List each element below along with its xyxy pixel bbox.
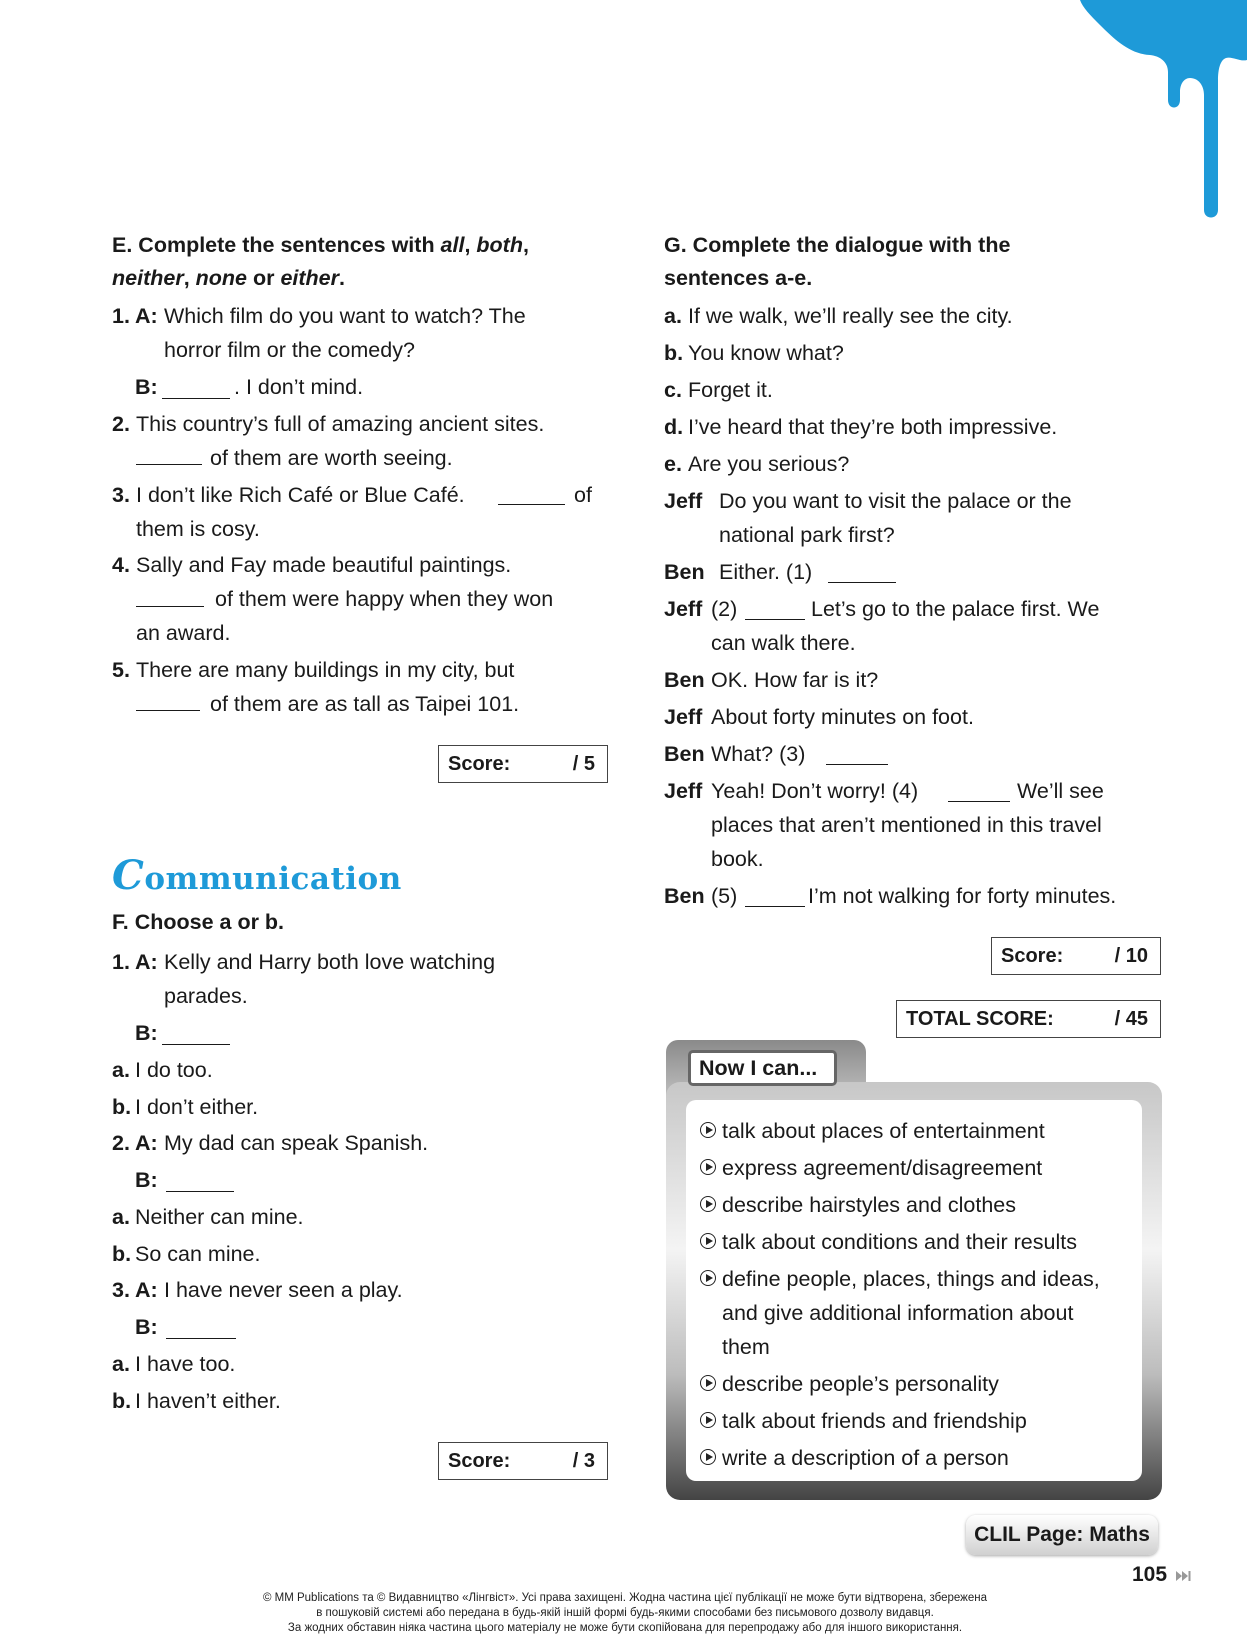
question-text: an award.	[136, 621, 231, 645]
speaker-b-label: B:	[135, 1315, 158, 1339]
question-text: . I don’t mind.	[234, 375, 364, 399]
question-number: 3.	[112, 483, 130, 507]
clil-page-button[interactable]: CLIL Page: Maths	[966, 1515, 1158, 1555]
option-text[interactable]: I have too.	[135, 1352, 236, 1376]
paint-drip-decoration	[1080, 0, 1247, 230]
question-number: 1.	[112, 304, 130, 328]
speaker-b-label: B:	[135, 375, 158, 399]
dialogue-line: What? (3)	[711, 742, 806, 766]
dialogue-line: (2)	[711, 597, 738, 621]
question-number: 3.	[112, 1278, 130, 1302]
question-text: of	[574, 483, 592, 507]
dialogue-speaker: Jeff	[664, 597, 703, 621]
question-text: Kelly and Harry both love watching	[164, 950, 496, 974]
page-number: 105	[1132, 1563, 1168, 1586]
answer-blank[interactable]	[498, 484, 565, 505]
play-bullet-icon	[700, 1196, 716, 1212]
option-label: a.	[112, 1205, 130, 1229]
dialogue-speaker: Jeff	[664, 705, 703, 729]
option-label: d.	[664, 415, 684, 439]
question-number: 2.	[112, 1131, 130, 1155]
question-text: I have never seen a play.	[164, 1278, 403, 1302]
option-label: b.	[664, 341, 684, 365]
question-text: This country’s full of amazing ancient sites.	[136, 412, 545, 436]
play-bullet-icon	[700, 1412, 716, 1428]
dialogue-speaker: Jeff	[664, 489, 703, 513]
question-text: of them are as tall as Taipei 101.	[210, 692, 520, 716]
question-number: 4.	[112, 553, 130, 577]
option-text: You know what?	[688, 341, 844, 365]
option-label: b.	[112, 1389, 132, 1413]
option-text: Forget it.	[688, 378, 773, 402]
now-i-can-label: Now I can...	[688, 1050, 837, 1086]
play-bullet-icon	[700, 1159, 716, 1175]
fast-forward-icon	[1176, 1570, 1192, 1582]
speaker-a-label: A:	[135, 1278, 158, 1302]
speaker-a-label: A:	[135, 1131, 158, 1155]
option-label: a.	[664, 304, 682, 328]
section-e-heading: E. Complete the sentences with all, both,	[112, 233, 529, 257]
dialogue-line: Let’s go to the palace first. We	[811, 597, 1100, 621]
score-box: Score: / 10	[991, 937, 1161, 975]
dialogue-line: (5)	[711, 884, 738, 908]
dialogue-line: OK. How far is it?	[711, 668, 879, 692]
question-number: 1.	[112, 950, 130, 974]
option-text[interactable]: I do too.	[135, 1058, 213, 1082]
answer-blank[interactable]	[826, 744, 888, 765]
answer-blank[interactable]	[136, 586, 204, 607]
dialogue-speaker: Ben	[664, 742, 705, 766]
option-label: a.	[112, 1352, 130, 1376]
section-g-heading-line2: sentences a-e.	[664, 266, 813, 290]
question-text: I don’t like Rich Café or Blue Café.	[136, 483, 465, 507]
now-i-can-item-continued: them	[722, 1335, 770, 1359]
question-text: My dad can speak Spanish.	[164, 1131, 429, 1155]
answer-blank[interactable]	[828, 562, 896, 583]
question-text: Which film do you want to watch? The	[164, 304, 526, 328]
answer-blank[interactable]	[136, 690, 200, 711]
answer-blank[interactable]	[745, 886, 805, 907]
speaker-a-label: A:	[135, 950, 158, 974]
copyright-footer-line: За жодних обставин ніяка частина цього матеріалу не може бути скопійована для перепродажу або для іншого використання.	[287, 1622, 963, 1634]
option-label: e.	[664, 452, 682, 476]
answer-blank[interactable]	[166, 1318, 236, 1339]
dialogue-speaker: Ben	[664, 884, 705, 908]
dialogue-line: We’ll see	[1017, 779, 1104, 803]
dialogue-line: Do you want to visit the palace or the	[719, 489, 1072, 513]
section-e-heading-line2: neither, none or either.	[112, 266, 345, 290]
answer-blank[interactable]	[948, 781, 1010, 802]
play-bullet-icon	[700, 1122, 716, 1138]
option-text[interactable]: I don’t either.	[135, 1095, 259, 1119]
dialogue-line: Yeah! Don’t worry! (4)	[711, 779, 919, 803]
dialogue-line: book.	[711, 847, 764, 871]
copyright-footer-line: в пошуковій системі або передана в будь-якій іншій формі будь-якими способами без письмового дозволу видавця.	[316, 1607, 934, 1619]
question-text: horror film or the comedy?	[164, 338, 415, 362]
option-text[interactable]: I haven’t either.	[135, 1389, 281, 1413]
answer-blank[interactable]	[166, 1171, 234, 1192]
option-label: b.	[112, 1095, 132, 1119]
speaker-b-label: B:	[135, 1168, 158, 1192]
dialogue-line: I’m not walking for forty minutes.	[808, 884, 1117, 908]
communication-heading: Communication	[112, 852, 402, 899]
answer-blank[interactable]	[136, 444, 202, 465]
option-label: b.	[112, 1242, 132, 1266]
option-text: Are you serious?	[688, 452, 850, 476]
dialogue-speaker: Ben	[664, 668, 705, 692]
question-text: them is cosy.	[136, 517, 260, 541]
answer-blank[interactable]	[745, 599, 805, 620]
option-text: If we walk, we’ll really see the city.	[688, 304, 1013, 328]
now-i-can-item-continued: and give additional information about	[722, 1301, 1074, 1325]
play-bullet-icon	[700, 1449, 716, 1465]
score-box: Score: / 5	[438, 745, 608, 783]
dialogue-line: About forty minutes on foot.	[711, 705, 974, 729]
option-text: I’ve heard that they’re both impressive.	[688, 415, 1058, 439]
copyright-footer-line: © MM Publications та © Видавництво «Лінгвіст». Усі права захищені. Жодна частина цієї публікації не може бути відтворена, збережена	[262, 1592, 988, 1604]
dialogue-line: national park first?	[719, 523, 895, 547]
section-f-heading: F. Choose a or b.	[112, 910, 285, 934]
dialogue-speaker: Jeff	[664, 779, 703, 803]
question-number: 2.	[112, 412, 130, 436]
question-text: Sally and Fay made beautiful paintings.	[136, 553, 512, 577]
option-label: a.	[112, 1058, 130, 1082]
option-label: c.	[664, 378, 682, 402]
dialogue-speaker: Ben	[664, 560, 705, 584]
question-text: of them were happy when they won	[215, 587, 554, 611]
section-g-heading: G. Complete the dialogue with the	[664, 233, 1011, 257]
question-text: of them are worth seeing.	[210, 446, 453, 470]
question-text: parades.	[164, 984, 248, 1008]
question-number: 5.	[112, 658, 130, 682]
option-text[interactable]: Neither can mine.	[135, 1205, 304, 1229]
score-box: Score: / 3	[438, 1442, 608, 1480]
play-bullet-icon	[700, 1233, 716, 1249]
dialogue-line: Either. (1)	[719, 560, 813, 584]
dialogue-line: places that aren’t mentioned in this travel	[711, 813, 1102, 837]
question-text: There are many buildings in my city, but	[136, 658, 515, 682]
option-text[interactable]: So can mine.	[135, 1242, 261, 1266]
answer-blank[interactable]	[162, 378, 230, 399]
answer-blank[interactable]	[162, 1024, 230, 1045]
speaker-a-label: A:	[135, 304, 158, 328]
play-bullet-icon	[700, 1270, 716, 1286]
play-bullet-icon	[700, 1375, 716, 1391]
speaker-b-label: B:	[135, 1021, 158, 1045]
dialogue-line: can walk there.	[711, 631, 856, 655]
total-score-box: TOTAL SCORE: / 45	[896, 1000, 1161, 1038]
